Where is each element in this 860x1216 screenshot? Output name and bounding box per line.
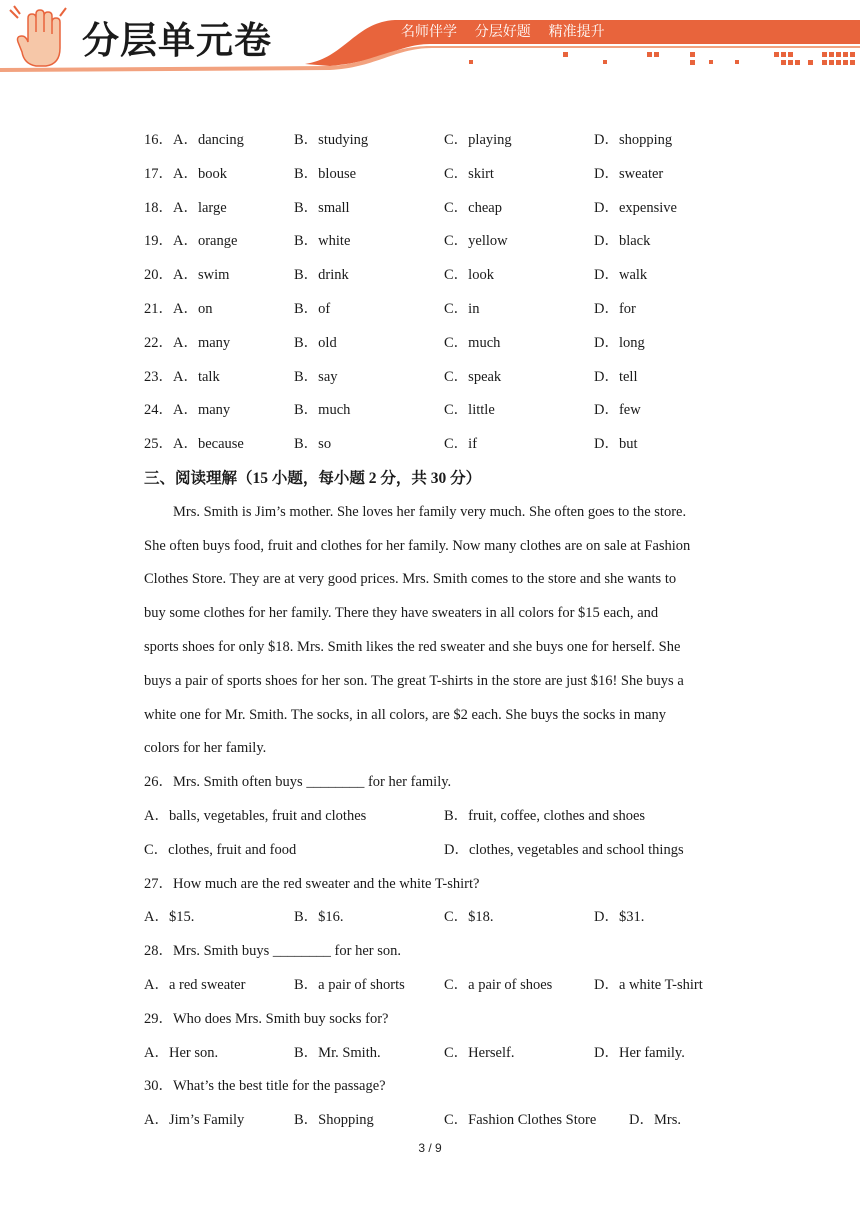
option-a: 19．A．orange <box>144 233 238 250</box>
option-d: D．Mrs. <box>629 1112 681 1129</box>
passage-line: She often buys food, fruit and clothes for her family. Now many clothes are on sale at Fashion <box>144 537 691 554</box>
option-c: C．if <box>444 436 478 453</box>
option-b: B．white <box>294 233 351 250</box>
option-c: C．look <box>444 267 494 284</box>
option-d: D．few <box>594 402 641 419</box>
option-c: C．clothes, fruit and food <box>144 841 297 858</box>
option-a: 25．A．because <box>144 436 244 453</box>
option-b: B．old <box>294 334 337 351</box>
passage-line: colors for her family. <box>144 740 267 757</box>
option-b: B．a pair of shorts <box>294 976 405 993</box>
question-stem: 27．How much are the red sweater and the white T-shirt? <box>144 875 480 892</box>
option-a: A．Jim’s Family <box>144 1112 245 1129</box>
option-row <box>144 158 744 192</box>
option-row <box>144 394 744 428</box>
passage-line: buy some clothes for her family. There they have sweaters in all colors for $15 each, and <box>144 605 659 622</box>
option-d: D．but <box>594 436 638 453</box>
option-b: B．say <box>294 368 338 385</box>
option-d: D．sweater <box>594 165 664 182</box>
option-row <box>144 969 744 1003</box>
option-b: B．Mr. Smith. <box>294 1044 381 1061</box>
decorative-dots <box>0 0 860 80</box>
option-a: 20．A．swim <box>144 267 230 284</box>
option-row <box>144 225 744 259</box>
option-b: B．so <box>294 436 332 453</box>
option-c: C．a pair of shoes <box>444 976 553 993</box>
option-b: B．Shopping <box>294 1112 374 1129</box>
option-a: A．a red sweater <box>144 976 246 993</box>
brand-title: 分层单元卷 <box>82 19 272 62</box>
option-d: D．walk <box>594 267 648 284</box>
option-a: 21．A．on <box>144 300 213 317</box>
option-a: 23．A．talk <box>144 368 220 385</box>
option-c: C．in <box>444 300 480 317</box>
option-b: B．$16. <box>294 909 344 926</box>
option-c: C．much <box>444 334 501 351</box>
option-a: 16．A．dancing <box>144 132 244 148</box>
passage-line: sports shoes for only $18. Mrs. Smith likes the red sweater and she buys one for herself. She <box>144 638 681 655</box>
page-number: 3 / 9 <box>418 1141 442 1155</box>
option-d: D．shopping <box>594 132 673 148</box>
option-a: 17．A．book <box>144 165 227 182</box>
page-content <box>144 124 744 1138</box>
option-c: C．speak <box>444 368 502 385</box>
option-d: D．expensive <box>594 199 677 216</box>
option-c: C．skirt <box>444 165 494 182</box>
option-d: D．long <box>594 334 645 351</box>
option-a: A．balls, vegetables, fruit and clothes <box>144 807 367 824</box>
question-stem: 28．Mrs. Smith buys ________ for her son. <box>144 943 401 960</box>
option-c: C．Fashion Clothes Store <box>444 1112 597 1129</box>
option-row <box>144 361 744 395</box>
option-row <box>144 192 744 226</box>
option-d: D．Her family. <box>594 1044 685 1061</box>
question-stem: 26．Mrs. Smith often buys ________ for her family. <box>144 774 452 791</box>
option-row <box>144 1037 744 1071</box>
option-a: A．Her son. <box>144 1044 219 1061</box>
option-d: D．clothes, vegetables and school things <box>444 841 684 858</box>
option-c: C．yellow <box>444 233 508 250</box>
option-b: B．of <box>294 300 331 317</box>
option-a: 24．A．many <box>144 402 231 419</box>
option-d: D．a white T-shirt <box>594 976 703 993</box>
question-stem: 30．What’s the best title for the passage? <box>144 1078 386 1095</box>
option-c: C．cheap <box>444 199 502 216</box>
header-slogan: 名师伴学 分层好题 精准提升 <box>401 24 605 40</box>
passage-line: white one for Mr. Smith. The socks, in all colors, are $2 each. She buys the socks in many <box>144 706 667 723</box>
option-a: 22．A．many <box>144 334 231 351</box>
option-d: D．for <box>594 300 636 317</box>
option-c: C．little <box>444 402 495 419</box>
option-row <box>144 901 744 935</box>
option-b: B．drink <box>294 267 349 284</box>
option-c: C．$18. <box>444 909 494 926</box>
option-a: 18．A．large <box>144 199 227 216</box>
option-d: D．tell <box>594 368 638 385</box>
option-row <box>144 1104 744 1138</box>
option-row <box>144 428 744 462</box>
option-row <box>144 834 744 868</box>
option-row <box>144 327 744 361</box>
passage-line: buys a pair of sports shoes for her son. The great T-shirts in the store are just $16! She buys a <box>144 672 684 689</box>
option-c: C．playing <box>444 132 512 148</box>
question-stem: 29．Who does Mrs. Smith buy socks for? <box>144 1010 389 1027</box>
option-row <box>144 800 744 834</box>
option-b: B．fruit, coffee, clothes and shoes <box>444 807 646 824</box>
section-title: 三、阅读理解（15 小题，每小题 2 分，共 30 分） <box>144 469 482 487</box>
option-b: B．much <box>294 402 351 419</box>
page-header <box>0 0 860 80</box>
reading-passage <box>144 496 744 766</box>
passage-line: Mrs. Smith is Jim’s mother. She loves her family very much. She often goes to the store. <box>173 503 687 520</box>
option-row <box>144 124 744 158</box>
passage-line: Clothes Store. They are at very good prices. Mrs. Smith comes to the store and she wants to <box>144 571 677 588</box>
option-d: D．$31. <box>594 909 645 926</box>
option-row <box>144 259 744 293</box>
option-c: C．Herself. <box>444 1044 515 1061</box>
option-row <box>144 293 744 327</box>
option-b: B．blouse <box>294 165 357 182</box>
option-b: B．small <box>294 199 350 216</box>
option-a: A．$15. <box>144 909 195 926</box>
option-b: B．studying <box>294 132 369 148</box>
option-d: D．black <box>594 233 651 250</box>
